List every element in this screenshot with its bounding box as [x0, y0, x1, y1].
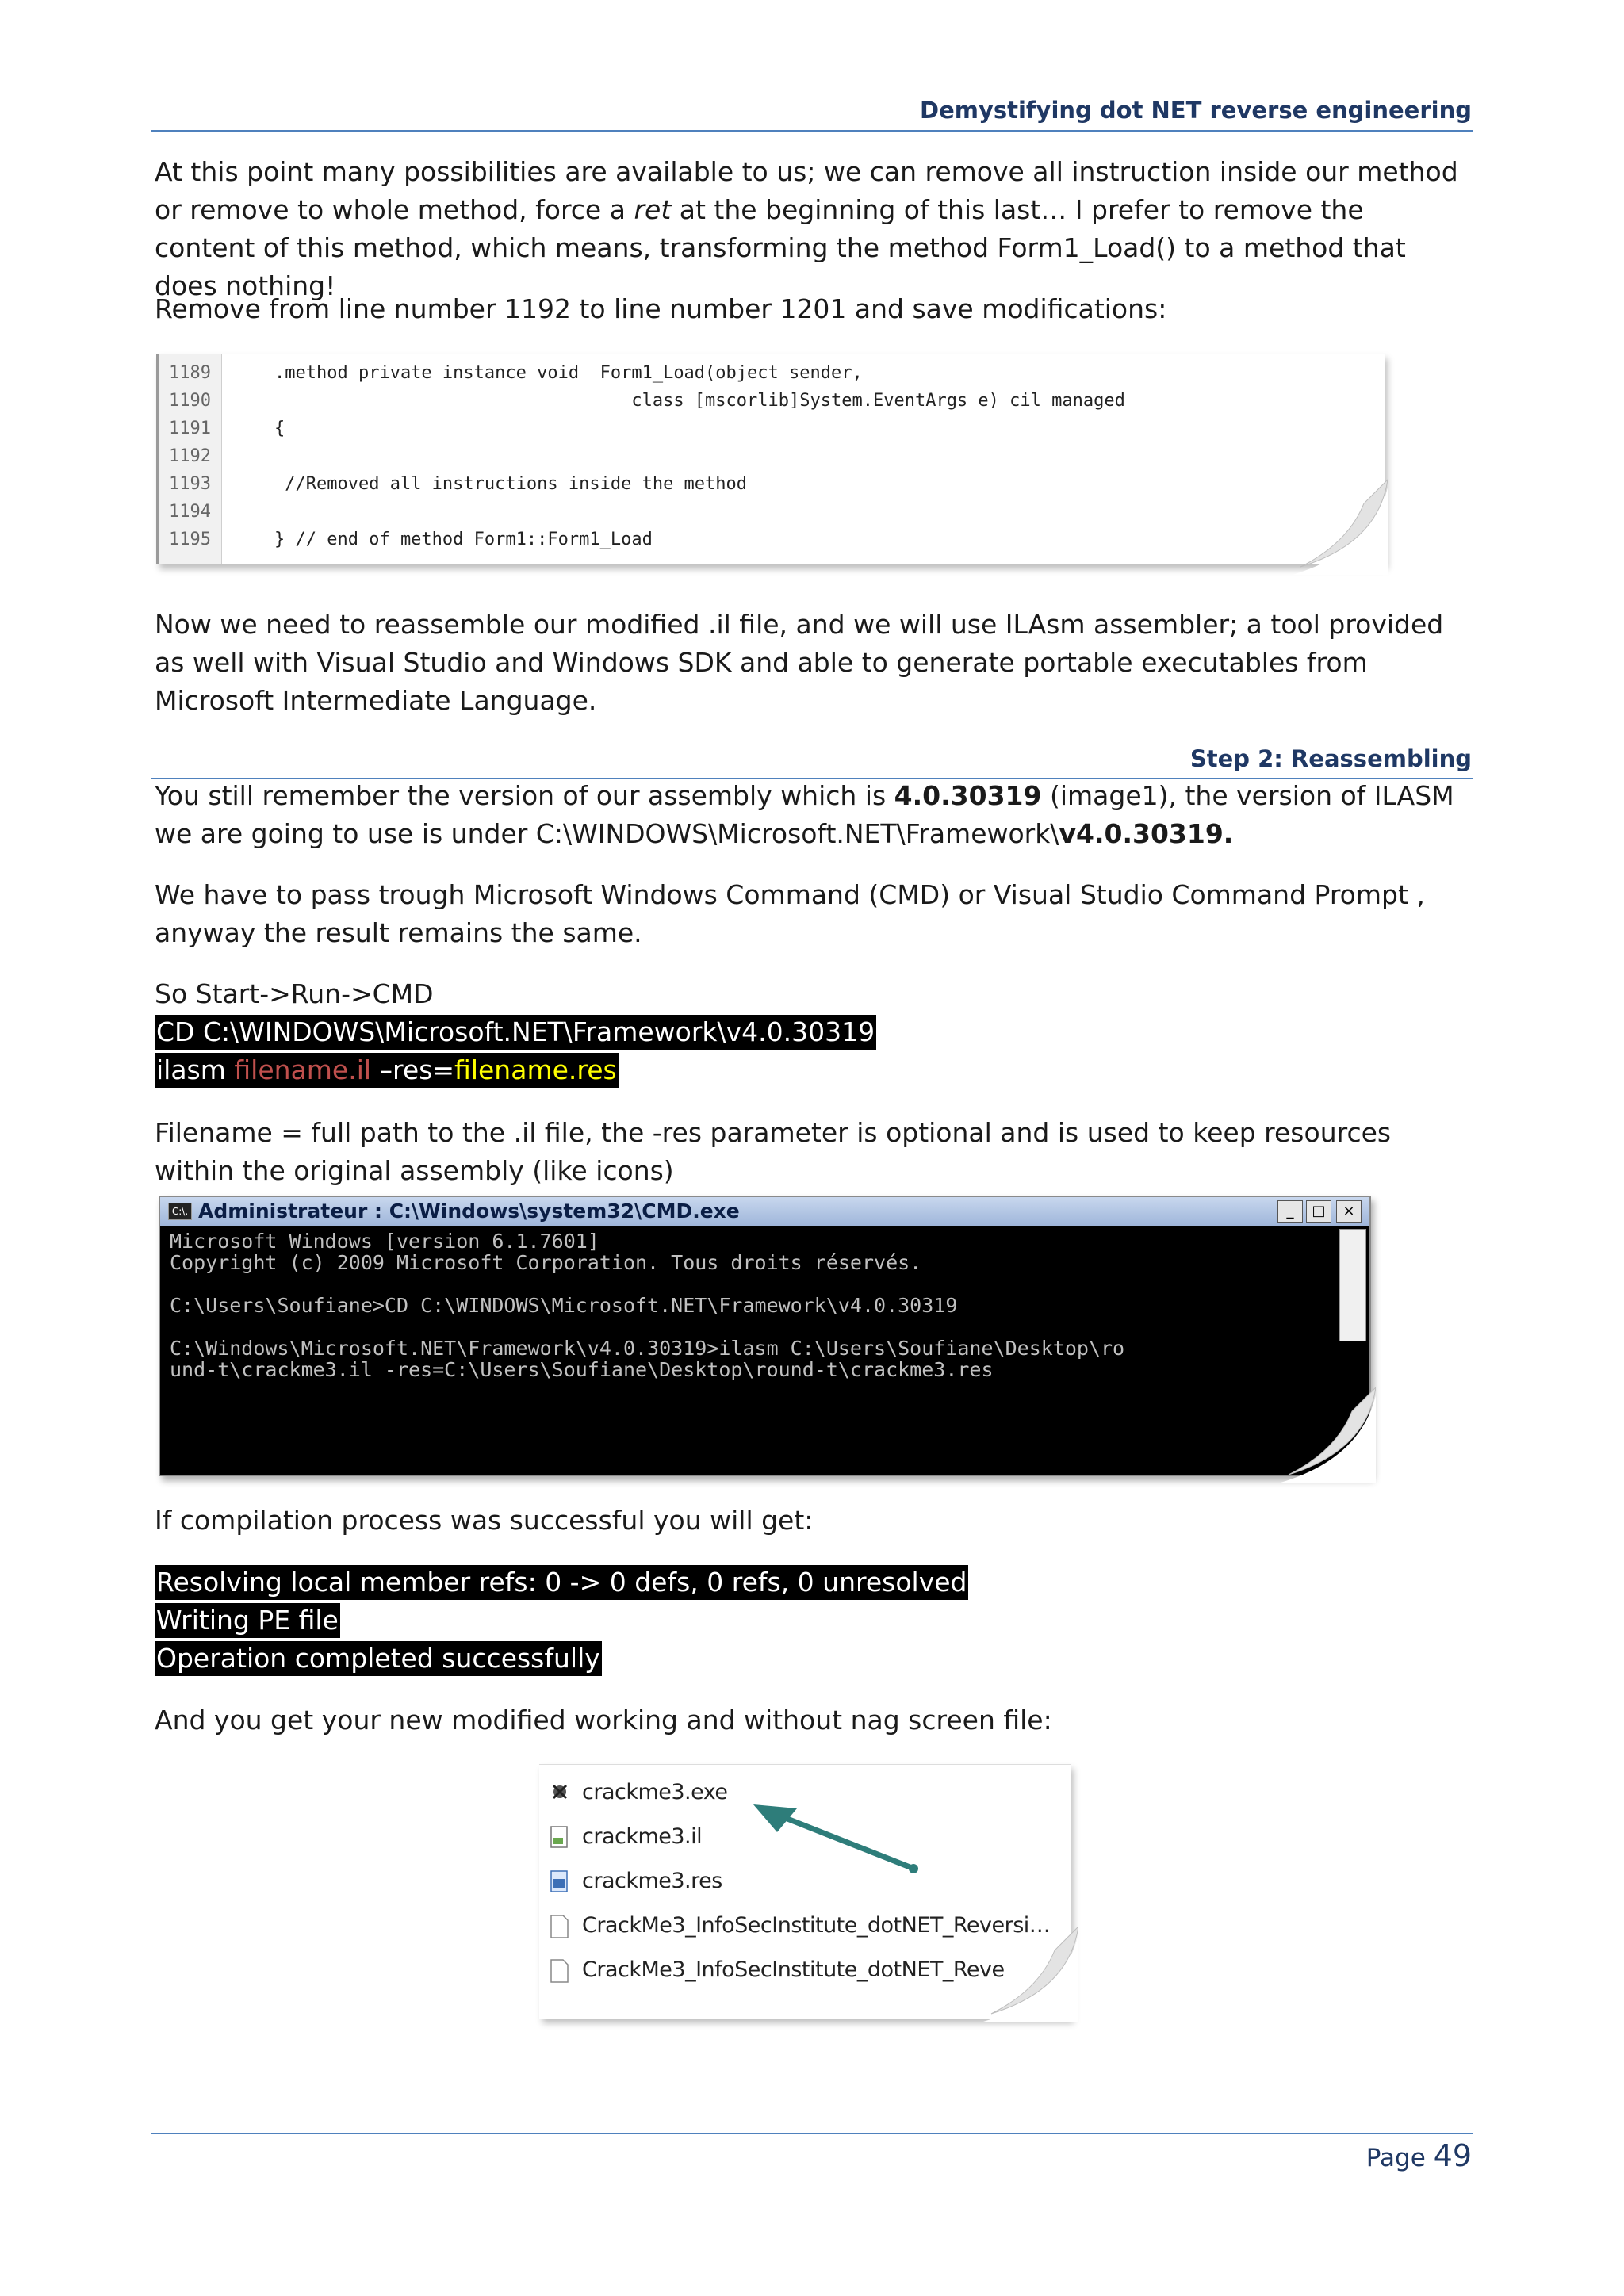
section-heading: Step 2: Reassembling [1189, 745, 1472, 772]
command-cd: CD C:\WINDOWS\Microsoft.NET\Framework\v4.0.30319 [155, 1015, 876, 1050]
p4-version: 4.0.30319 [894, 780, 1042, 811]
code-line-number: 1189 [169, 363, 211, 383]
paragraph-8: If compilation process was successful you will get: [155, 1505, 814, 1536]
code-line [159, 387, 1385, 415]
code-line-number: 1190 [169, 391, 211, 411]
file-item-il[interactable] [549, 1817, 702, 1857]
code-line-text: class [mscorlib]System.EventArgs e) cil managed [274, 391, 1125, 411]
paragraph-9: And you get your new modified working and without nag screen file: [155, 1705, 1052, 1735]
page-label: Page [1365, 2144, 1426, 2172]
page-num: 49 [1433, 2138, 1472, 2173]
code-line [159, 359, 1385, 387]
cmd-output-line: Microsoft Windows [version 6.1.7601] [170, 1230, 599, 1253]
paragraph-5: We have to pass trough Microsoft Windows Command (CMD) or Visual Studio Command Prompt , anyway the result remains the same. [155, 879, 1425, 948]
page-curl-icon-3 [975, 1919, 1078, 2022]
code-screenshot [156, 354, 1385, 564]
running-header: Demystifying dot NET reverse engineering [920, 97, 1472, 124]
file-name: crackme3.res [582, 1869, 722, 1893]
close-icon[interactable]: × [1336, 1200, 1362, 1223]
cmd-window-title: Administrateur : C:\Windows\system32\CMD.exe [198, 1200, 740, 1223]
cmd-output-line [170, 1273, 1124, 1295]
resource-file-icon [549, 1869, 571, 1895]
cmd-output-line: C:\Windows\Microsoft.NET\Framework\v4.0.30319>ilasm C:\Users\Soufiane\Desktop\ro [170, 1337, 1125, 1360]
cmd-output-line: und-t\crackme3.il -res=C:\Users\Soufiane\Desktop\round-t\crackme3.res [170, 1358, 994, 1381]
arrow-icon [737, 1793, 928, 1880]
cmd-output-line: C:\Users\Soufiane>CD C:\WINDOWS\Microsoft.NET\Framework\v4.0.30319 [170, 1294, 958, 1317]
code-line [159, 498, 1385, 526]
p1-ret: ret [634, 194, 672, 225]
maximize-icon[interactable]: □ [1306, 1200, 1331, 1223]
p1-text-b: at the beginning of this last… I prefer to remove the content of this method, which means, transforming the method Form1_Load() to a method that does nothing! [155, 194, 1406, 301]
output-resolving: Resolving local member refs: 0 -> 0 defs, 0 refs, 0 unresolved [155, 1565, 968, 1600]
code-line-number: 1194 [169, 502, 211, 522]
cmd-titlebar [160, 1197, 1369, 1226]
file-name: crackme3.exe [582, 1780, 728, 1804]
code-line-number: 1191 [169, 419, 211, 438]
exe-file-icon [549, 1781, 571, 1806]
cmd-output [170, 1230, 1124, 1380]
footer-rule [151, 2133, 1473, 2134]
paragraph-2: Remove from line number 1192 to line number 1201 and save modifications: [155, 293, 1167, 324]
code-line-number: 1193 [169, 474, 211, 494]
p4-text-c: (image1), the version of ILASM we are going to use is under C:\WINDOWS\Microsoft.NET\Framework\ [155, 780, 1454, 849]
output-completed: Operation completed successfully [155, 1641, 602, 1676]
file-item-res[interactable] [549, 1862, 722, 1901]
paragraph-7: Filename = full path to the .il file, the -res parameter is optional and is used to keep resources within the original assembly (like icons) [155, 1117, 1392, 1186]
page-number [1366, 2138, 1472, 2173]
minimize-icon[interactable]: _ [1277, 1200, 1303, 1223]
code-line-number: 1195 [169, 530, 211, 549]
p4-framework-version: v4.0.30319. [1059, 818, 1234, 849]
cmd-app-icon: C:\. [168, 1203, 192, 1220]
code-line [159, 526, 1385, 553]
p1-text-a: At this point many possibilities are available to us; we can remove all instruction inside our method or remove to whole method, force a [155, 156, 1458, 225]
code-line [159, 470, 1385, 498]
file-name: CrackMe3_InfoSecInstitute_dotNET_Reversi… [582, 1913, 1051, 1938]
page-curl-icon [1285, 472, 1388, 575]
blank-file-icon [549, 1958, 571, 1984]
code-line-text: .method private instance void Form1_Load(object sender, [274, 363, 863, 383]
file-name: CrackMe3_InfoSecInstitute_dotNET_Reve [582, 1957, 1005, 1982]
cmd-output-line [170, 1316, 1124, 1337]
code-line-text: { [274, 419, 285, 438]
cmd-output-line: Copyright (c) 2009 Microsoft Corporation. Tous droits réservés. [170, 1251, 922, 1274]
p4-text-a: You still remember the version of our assembly which is [155, 780, 894, 811]
paragraph-3: Now we need to reassemble our modified .il file, and we will use ILAsm assembler; a tool provided as well with Visual Studio and Windows SDK and able to generate portable executables from Microsoft Intermediate Language. [155, 609, 1444, 716]
blank-file-icon [549, 1914, 571, 1939]
code-line-number: 1192 [169, 446, 211, 466]
file-item-exe[interactable] [549, 1773, 728, 1812]
paragraph-4 [155, 777, 1471, 853]
ilasm-text: ilasm [156, 1054, 235, 1085]
code-line-text: //Removed all instructions inside the method [274, 474, 748, 494]
command-ilasm [155, 1053, 619, 1088]
paragraph-1 [155, 153, 1471, 305]
ilasm-res-flag: –res= [371, 1054, 455, 1085]
header-rule [151, 130, 1473, 132]
code-line-text: } // end of method Form1::Form1_Load [274, 530, 653, 549]
text-file-icon [549, 1825, 571, 1850]
code-line [159, 442, 1385, 470]
paragraph-6: So Start->Run->CMD [155, 978, 434, 1009]
code-line [159, 415, 1385, 442]
cmd-window-screenshot [159, 1196, 1371, 1476]
page-curl-icon-2 [1273, 1380, 1376, 1483]
cmd-scrollbar[interactable] [1339, 1229, 1366, 1341]
output-writing: Writing PE file [155, 1603, 340, 1638]
file-name: crackme3.il [582, 1824, 703, 1849]
ilasm-filename-il: filename.il [234, 1054, 372, 1085]
ilasm-filename-res: filename.res [454, 1054, 617, 1085]
file-item-crackme-2[interactable] [549, 1950, 1005, 1990]
